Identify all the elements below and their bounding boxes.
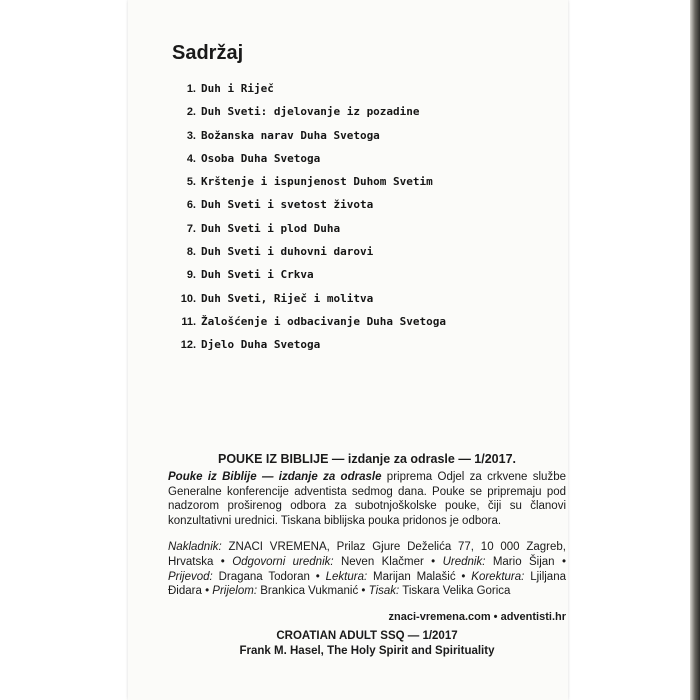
credit-label: Odgovorni urednik: <box>232 555 334 568</box>
ssq-author-title: Frank M. Hasel, The Holy Spirit and Spirituality <box>239 644 495 657</box>
toc-item-title: Osoba Duha Svetoga <box>201 151 321 165</box>
toc-item-title: Djelo Duha Svetoga <box>201 338 321 352</box>
credit-value: Marijan Malašić • <box>367 570 472 583</box>
credit-value: Tiskara Velika Gorica <box>399 585 511 598</box>
toc-item <box>170 100 470 123</box>
credit-value: Mario Šijan • <box>485 555 566 568</box>
toc-item <box>170 333 470 356</box>
toc-item-title: Duh Sveti, Riječ i molitva <box>201 291 374 305</box>
imprint-description-title: Pouke iz Biblije — izdanje za odrasle <box>168 471 382 483</box>
toc-item-number: 1. <box>186 83 196 95</box>
credit-label: Tisak: <box>368 585 400 598</box>
book-spine-edge <box>690 0 700 700</box>
toc-item-number: 11. <box>181 315 196 328</box>
toc-item-number: 8. <box>186 246 196 259</box>
toc-item-title: Duh Sveti i plod Duha <box>201 221 341 235</box>
imprint-heading: POUKE IZ BIBLIJE — izdanje za odrasle — 1/2017. <box>217 452 516 466</box>
toc-item-number: 12. <box>180 339 196 352</box>
toc-item <box>170 124 470 147</box>
toc-item-number: 3. <box>186 129 196 142</box>
toc-item-title: Duh Sveti i svetost života <box>201 198 374 212</box>
credit-value: ZNACI VREMENA, Prilaz Gjure Deželića 77, 10 000 Zagreb, Hrvatska • <box>168 541 566 568</box>
toc-item-title: Duh Sveti i Crkva <box>201 268 314 282</box>
toc-item-number: 4. <box>186 152 196 165</box>
toc-list <box>170 77 470 357</box>
imprint-description <box>168 470 566 528</box>
toc-item-title: Duh i Riječ <box>201 82 274 95</box>
credit-value: Neven Klačmer • <box>333 555 443 568</box>
imprint-description-text: priprema Odjel za crkvene službe Generalne konferencije adventista sedmog dana. Pouke se pripremaju pod nadzorom proširenog odbora za subotnjoškolske pouke, čiji su članovi konzultativni urednici. Tiskana biblijska pouka pridonos je odbora. <box>168 471 566 527</box>
ssq-edition: CROATIAN ADULT SSQ — 1/2017 <box>276 629 458 642</box>
toc-item <box>170 217 470 240</box>
toc-item-number: 9. <box>186 269 196 282</box>
credit-label: Prijelom: <box>212 585 258 598</box>
toc-item-title: Žalošćenje i odbacivanje Duha Svetoga <box>201 314 447 328</box>
toc-item-number: 6. <box>186 199 196 212</box>
credit-value: Brankica Vukmanić • <box>257 585 369 598</box>
websites: znaci-vremena.com • adventisti.hr <box>388 610 566 623</box>
imprint-credits <box>168 540 566 598</box>
credit-value: Dragana Todoran • <box>212 570 326 583</box>
toc-item-title: Duh Sveti: djelovanje iz pozadine <box>201 105 420 119</box>
toc-item <box>170 147 470 170</box>
toc-item-title: Krštenje i ispunjenost Duhom Svetim <box>201 175 433 189</box>
toc-item-number: 2. <box>186 106 196 119</box>
toc-item <box>170 240 470 263</box>
toc-item <box>170 170 470 193</box>
toc-item <box>170 263 470 286</box>
credit-label: Urednik: <box>442 555 486 568</box>
toc-item-title: Duh Sveti i duhovni darovi <box>201 245 374 259</box>
toc-item-number: 7. <box>186 222 196 235</box>
toc-item <box>170 310 470 333</box>
credit-label: Nakladnik: <box>168 541 222 554</box>
toc-item-number: 10. <box>180 292 196 305</box>
credit-label: Prijevod: <box>168 570 213 583</box>
toc-item <box>170 193 470 216</box>
toc-item-title: Božanska narav Duha Svetoga <box>201 128 380 142</box>
credit-label: Korektura: <box>471 570 525 583</box>
credit-label: Lektura: <box>325 570 368 583</box>
toc-item <box>170 287 470 310</box>
toc-title: Sadržaj <box>172 42 244 64</box>
ssq-block <box>168 629 566 659</box>
credit-value: Ljiljana Đidara • <box>168 570 566 598</box>
toc-item-number: 5. <box>186 176 196 189</box>
toc-item <box>170 77 470 100</box>
imprint-block <box>168 452 566 659</box>
